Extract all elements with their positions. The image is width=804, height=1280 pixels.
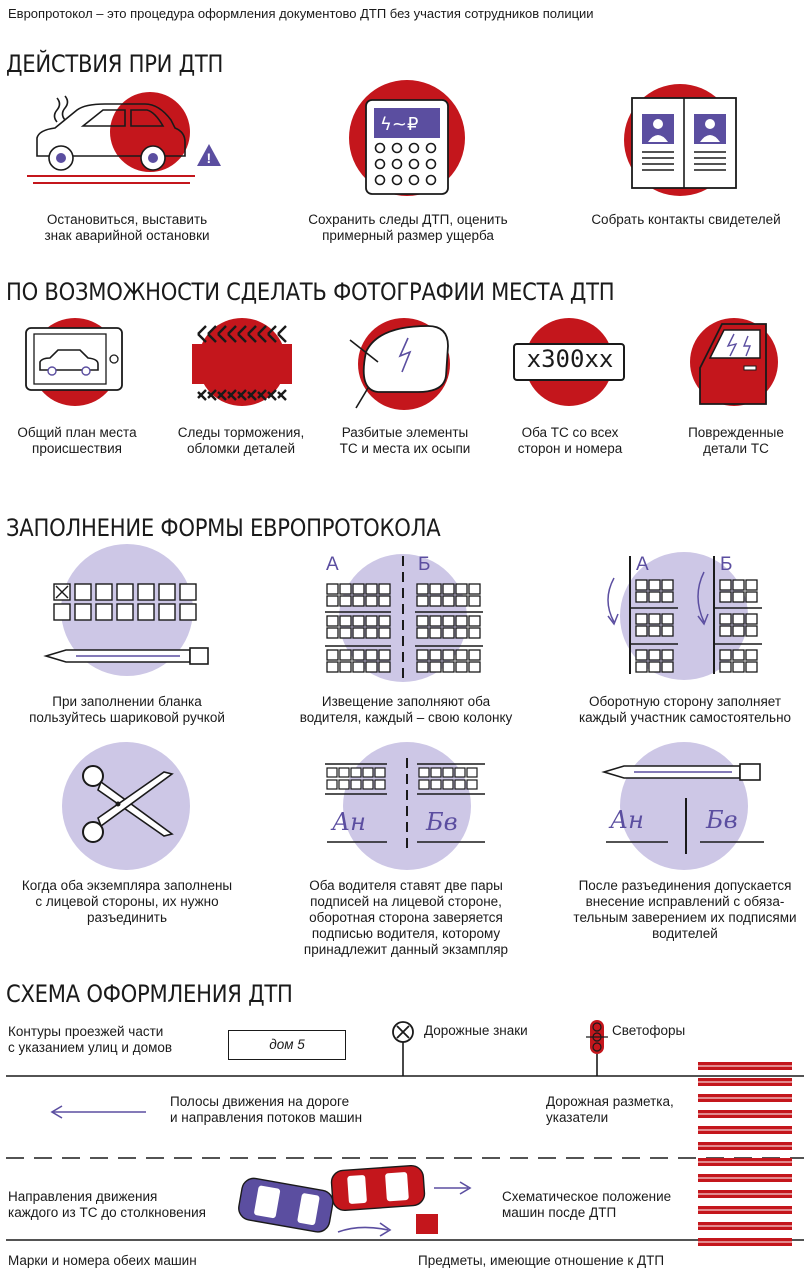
intro-text: Европротокол – это процедура оформления документово ДТП без участия сотрудников полиции <box>8 6 594 21</box>
signature-a-after: Ан <box>610 806 644 834</box>
scissors-icon <box>60 740 192 872</box>
caption-ballpoint: При заполнении бланка пользуйтесь шариковой ручкой <box>29 694 225 725</box>
section-title-form: ЗАПОЛНЕНИЕ ФОРМЫ ЕВРОПРОТОКОЛА <box>6 514 441 542</box>
svg-text:!: ! <box>206 150 212 166</box>
svg-text:ϟ~₽: ϟ~₽ <box>380 114 419 135</box>
tablet-car-photo-icon <box>20 316 130 408</box>
signatures-icon <box>325 740 495 872</box>
caption-traces: Сохранить следы ДТП, оценить примерный размер ущерба <box>308 212 508 243</box>
road-sign-icon <box>391 1020 415 1044</box>
broken-mirror-icon <box>348 316 458 412</box>
signature-b-after: Бв <box>706 806 738 834</box>
damaged-door-icon <box>686 316 786 412</box>
label-roads: Контуры проезжей части с указанием улиц и домов <box>8 1024 173 1055</box>
caption-separate: Когда оба экземпляра заполнены с лицевой стороны, их нужно разъединить <box>21 878 233 925</box>
signature-b: Бв <box>426 808 458 836</box>
caption-corrections: После разъединения допускается внесение исправлений с обяза- тельным заверением их подписями водителей <box>573 878 797 941</box>
label-traffic-lights: Светофоры <box>612 1023 686 1038</box>
scheme-diagram <box>0 1018 804 1280</box>
caption-two-columns: Извещение заполняют оба водителя, каждый – свою колонку <box>299 694 513 725</box>
traffic-light-icon <box>582 1018 612 1056</box>
label-objects: Предметы, имеющие отношение к ДТП <box>418 1253 665 1268</box>
two-columns-form-icon <box>325 552 505 682</box>
label-lanes: Полосы движения на дороге и направления потоков машин <box>170 1094 363 1125</box>
reverse-side-form-icon <box>600 552 770 682</box>
caption-damaged-parts: Поврежденные детали ТС <box>688 425 784 456</box>
car-with-warning-triangle-icon <box>25 80 225 190</box>
column-label-a-reverse: А <box>636 554 649 575</box>
form-with-pen-icon <box>40 552 220 688</box>
plate-number: х300хх <box>526 345 614 373</box>
caption-broken-parts: Разбитые элементы ТС и места их осыпи <box>339 425 471 456</box>
label-road-signs: Дорожные знаки <box>424 1023 528 1038</box>
signature-a: Ан <box>332 808 366 836</box>
label-directions: Направления движения каждого из ТС до столкновения <box>8 1189 206 1220</box>
house-label: дом 5 <box>228 1030 346 1060</box>
column-label-a: А <box>326 554 339 575</box>
caption-overview: Общий план места происшествия <box>17 425 137 456</box>
calculator-icon <box>340 80 475 200</box>
caption-stop: Остановиться, выставить знак аварийной остановки <box>44 212 210 243</box>
section-title-actions: ДЕЙСТВИЯ ПРИ ДТП <box>6 50 224 78</box>
label-positions: Схематическое положение машин посде ДТП <box>502 1189 672 1220</box>
caption-plates: Оба ТС со всех сторон и номера <box>517 425 623 456</box>
column-label-b: Б <box>418 554 431 575</box>
section-title-photos: ПО ВОЗМОЖНОСТИ СДЕЛАТЬ ФОТОГРАФИИ МЕСТА ДТП <box>6 278 615 306</box>
label-marking: Дорожная разметка, указатели <box>546 1094 674 1125</box>
column-label-b-reverse: Б <box>720 554 733 575</box>
caption-brake-marks: Следы торможения, обломки деталей <box>177 425 305 456</box>
contacts-book-icon <box>618 84 748 196</box>
section-title-scheme: СХЕМА ОФОРМЛЕНИЯ ДТП <box>6 980 293 1008</box>
label-plates: Марки и номера обеих машин <box>8 1253 197 1268</box>
brake-marks-icon <box>192 316 292 412</box>
caption-witnesses: Собрать контакты свидетелей <box>591 212 781 227</box>
caption-reverse-side: Оборотную сторону заполняет каждый участник самостоятельно <box>578 694 792 725</box>
caption-signatures: Оба водителя ставят две пары подписей на лицевой стороне, оборотная сторона заверяется подписью водителя, которому принадлежит данный экзампляр <box>303 878 509 957</box>
